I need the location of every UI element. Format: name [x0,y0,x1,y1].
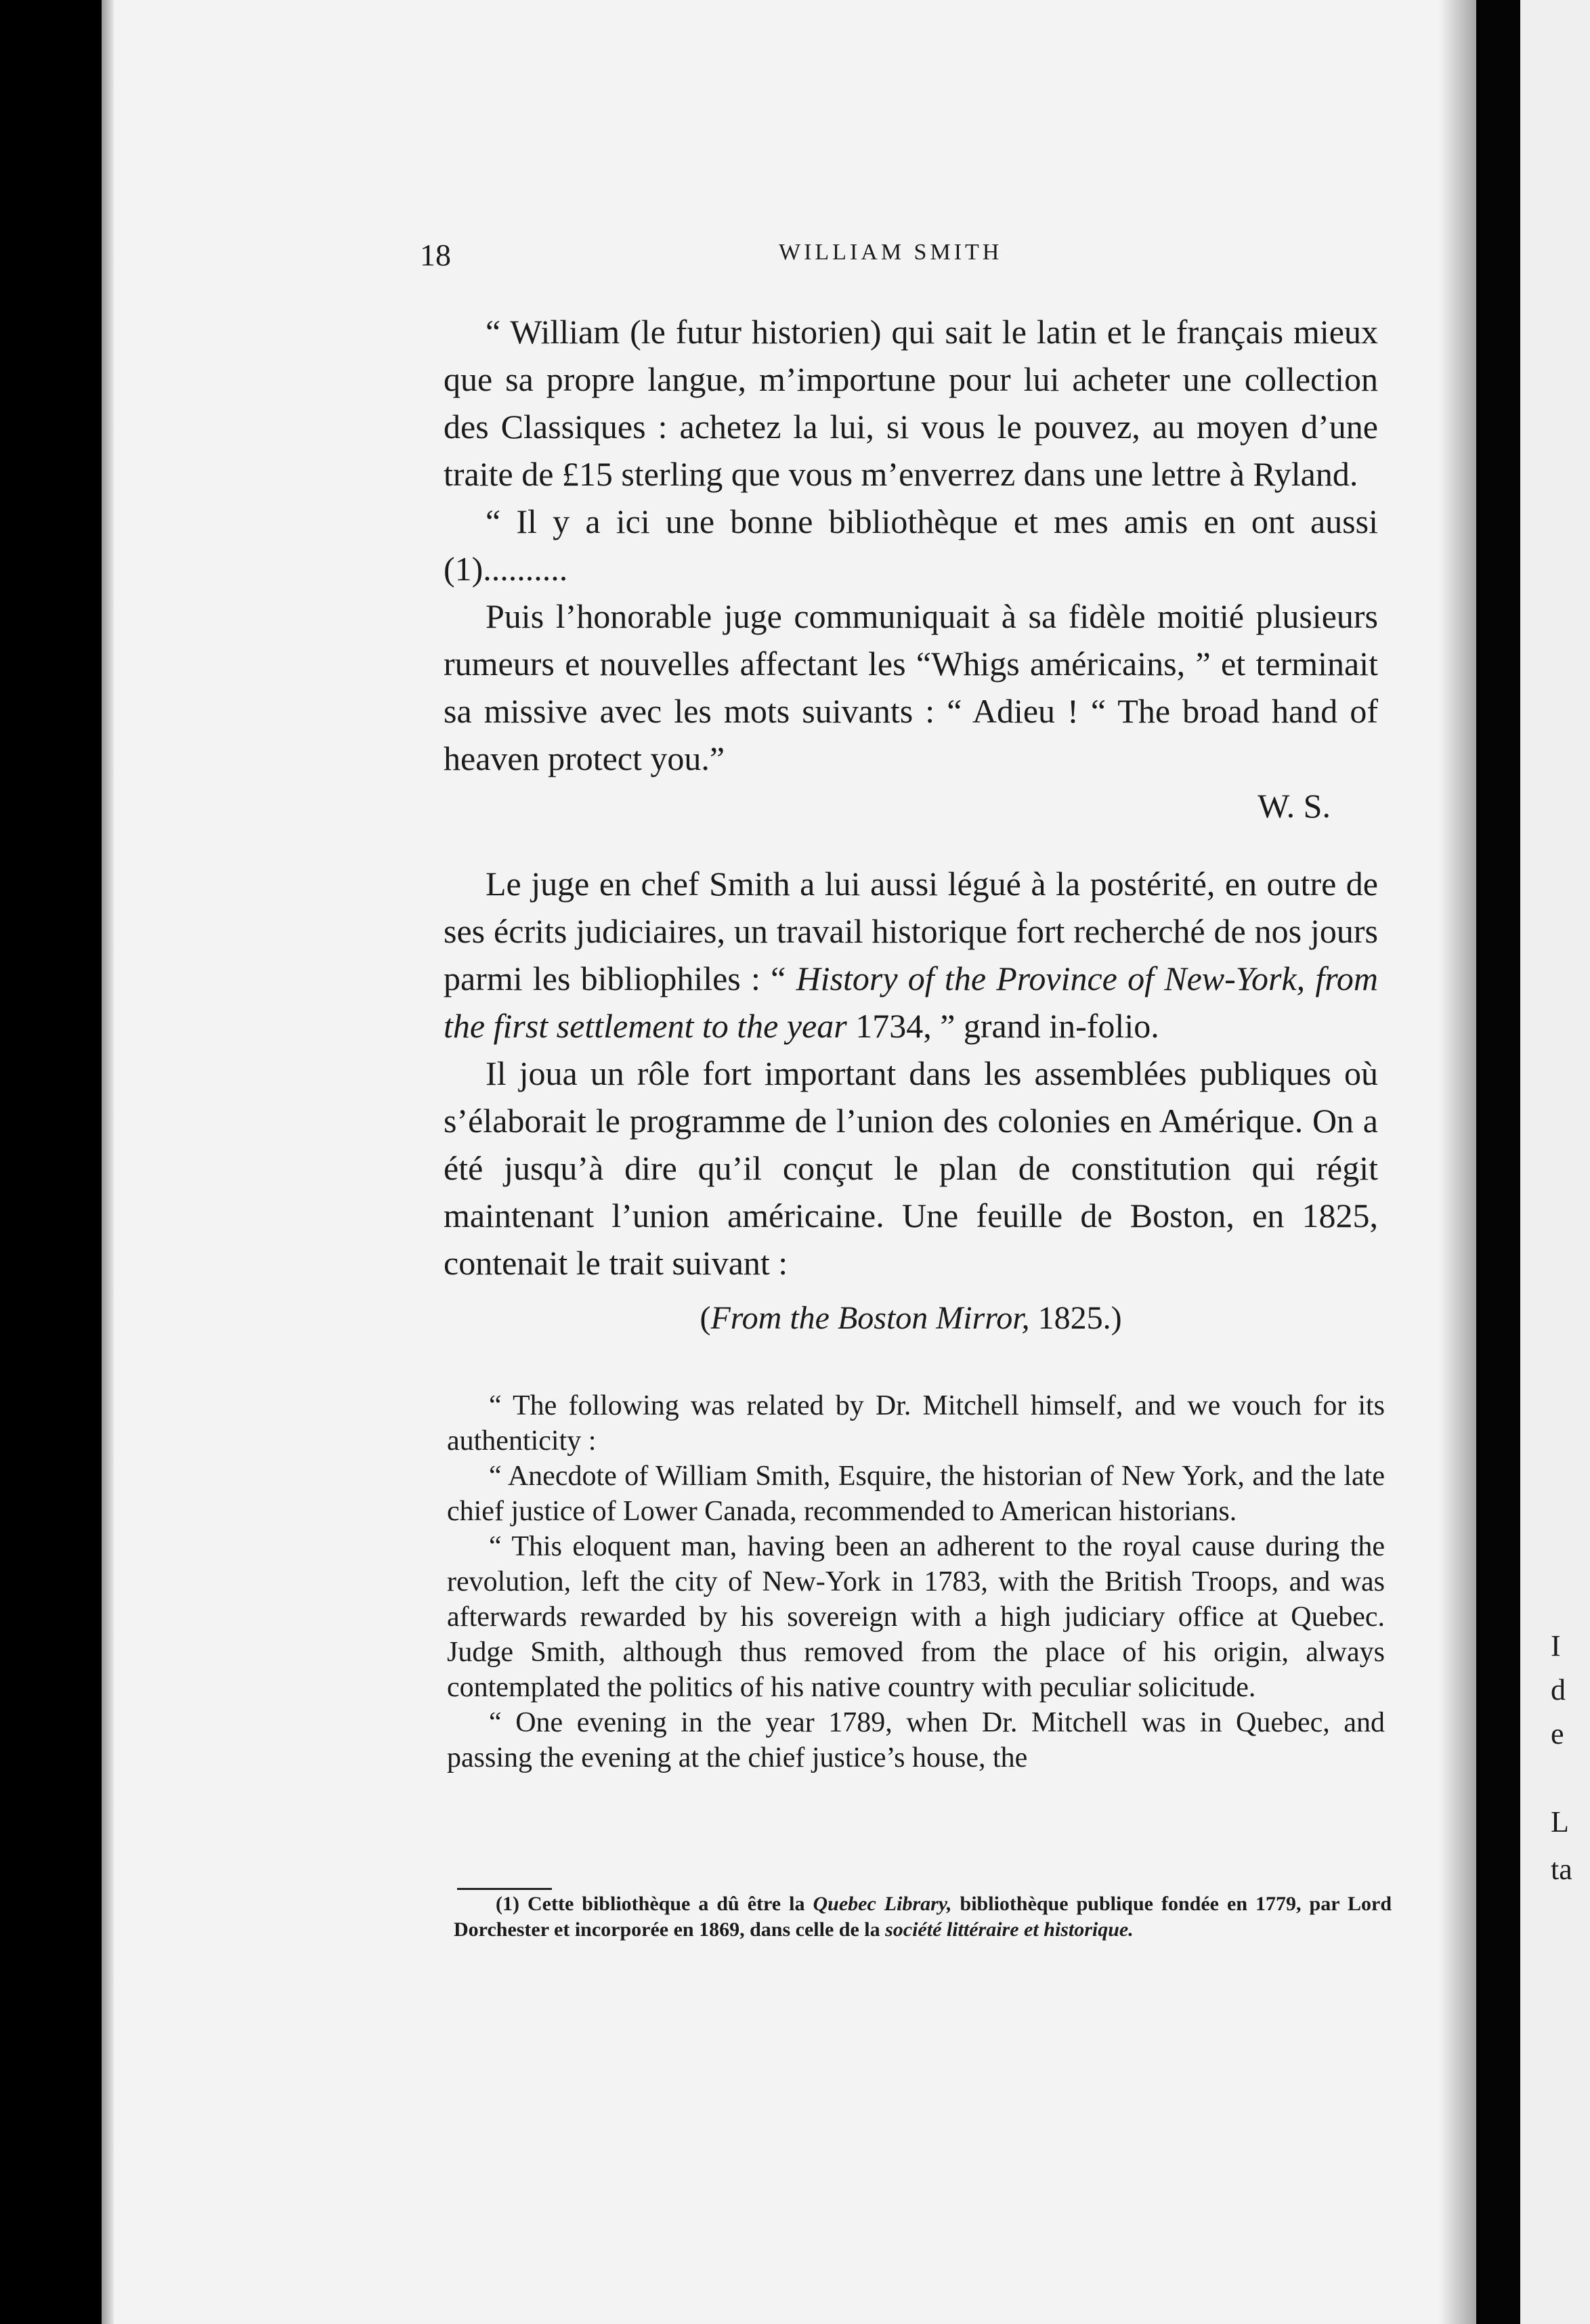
paragraph: Puis l’honorable juge communiquait à sa fidèle moitié plusieurs rumeurs et nouvelles affectant les “Whigs américains, ” et terminait sa missive avec les mots suivants : “ Adieu ! “ The broad hand of heaven protect you.” [444,597,1378,777]
facing-page-letter: I [1551,1629,1561,1662]
body-text [444,308,1378,1342]
facing-page-letter: e [1551,1717,1564,1750]
book-title: History of the Province of New-York, from the first settlement to the year [444,960,1378,1045]
spine-shadow [1439,0,1480,2324]
paragraph: Il joua un rôle fort important dans les assemblées publiques où s’élaborait le programme de l’union des colonies en Amérique. On a été jusqu’à dire qu’il conçut le plan de constitution qui régit maintenant l’union américaine. Une feuille de Boston, en 1825, contenait le trait suivant : [444,1054,1378,1282]
source-heading: (From the Boston Mirror, 1825.) [700,1300,1122,1336]
facing-page [1520,0,1590,2324]
quote-paragraph: “ The following was related by Dr. Mitchell himself, and we vouch for its authenticity : [447,1390,1385,1457]
paragraph: “ Il y a ici une bonne bibliothèque et mes amis en ont aussi (1).......... [444,502,1378,588]
quoted-article [447,1388,1385,1776]
facing-page-letter: ta [1551,1853,1572,1886]
facing-page-letter: L [1551,1805,1569,1838]
quote-paragraph: “ This eloquent man, having been an adherent to the royal cause during the revolution, left the city of New-York in 1783, with the British Troops, and was afterwards rewarded by his sovereign with a high judiciary office at Quebec. Judge Smith, although thus removed from the place of his origin, always contemplated the politics of his native country with peculiar solicitude. [447,1531,1385,1703]
page-edge [102,0,114,2324]
page-header [420,237,1381,278]
quote-paragraph: “ One evening in the year 1789, when Dr. Mitchell was in Quebec, and passing the evening at the chief justice’s house, the [447,1707,1385,1773]
signature: W. S. [1258,787,1331,825]
book-gutter [1480,0,1520,2324]
page-number: 18 [420,238,451,272]
footnote-divider [457,1888,552,1890]
footnote: (1) Cette bibliothèque a dû être la Quebec Library, bibliothèque publique fondée en 1779, par Lord Dorchester et incorporée en 1869, dans celle de la société littéraire et historique. [454,1893,1392,1941]
quote-paragraph: “ Anecdote of William Smith, Esquire, the historian of New York, and the late chief justice of Lower Canada, recommended to American historians. [447,1461,1385,1527]
running-head: WILLIAM SMITH [779,240,1003,265]
paragraph: “ William (le futur historien) qui sait le latin et le français mieux que sa propre langue, m’importune pour lui acheter une collection des Classiques : achetez la lui, si vous le pouvez, au moyen d’une traite de £15 sterling que vous m’enverrez dans une lettre à Ryland. [444,313,1378,493]
facing-page-letter: d [1551,1673,1566,1706]
paragraph: Le juge en chef Smith a lui aussi légué à la postérité, en outre de ses écrits judiciaires, un travail historique fort recherché de nos jours parmi les bibliophiles : “ History of the Province of New-York, from the first settlement to the year 1734, ” grand in-folio. [444,865,1378,1045]
